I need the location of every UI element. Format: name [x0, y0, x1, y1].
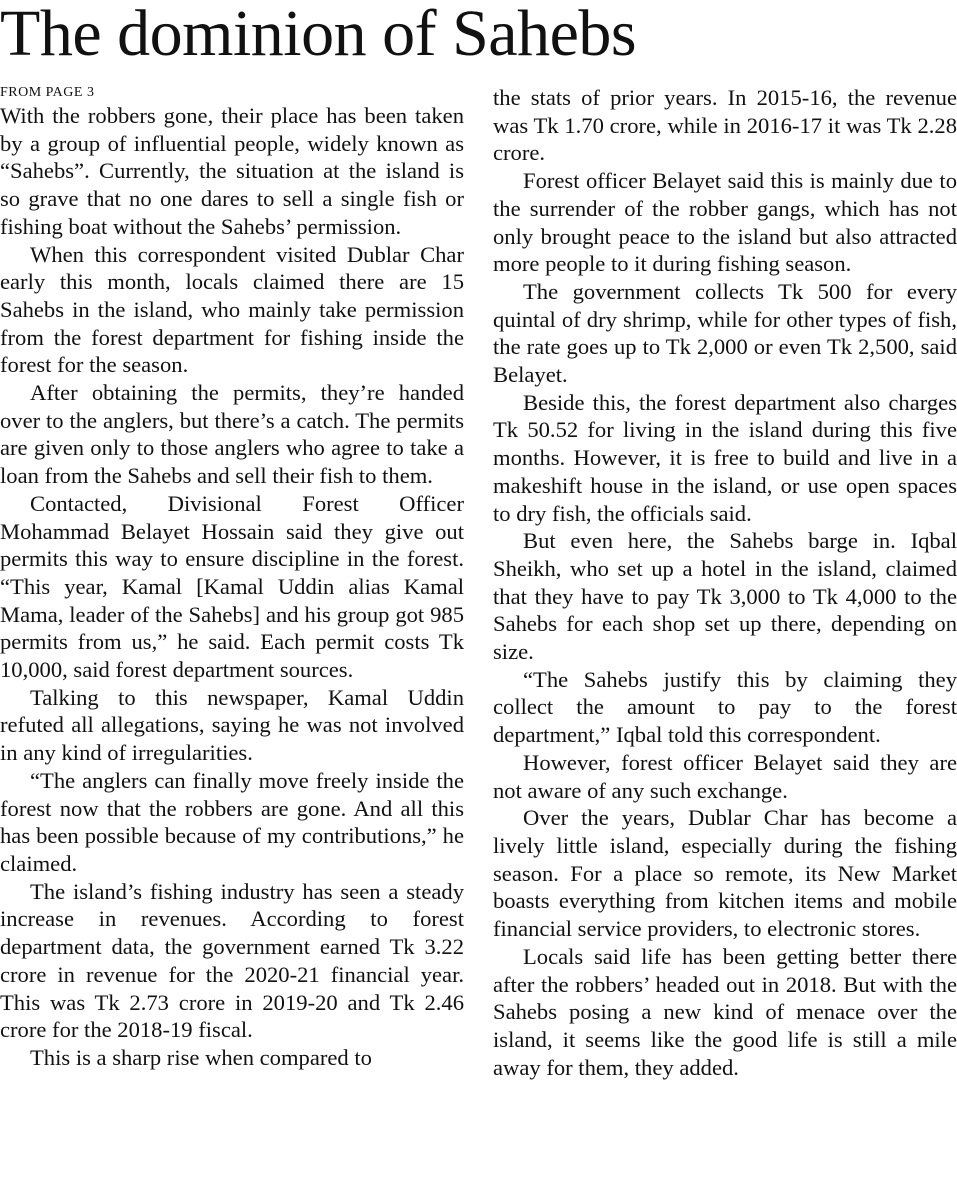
continuation-kicker: FROM PAGE 3: [0, 85, 95, 100]
paragraph: This is a sharp rise when compared to: [30, 1044, 372, 1070]
article-column-right: [493, 84, 957, 1081]
paragraph: Locals said life has been getting better there after the robbers’ headed out in 2018. But with the Sahebs posing a new kind of menace over the island, it seems like the good life is still a mile away for them, they added.: [493, 943, 957, 1080]
paragraph: Over the years, Dublar Char has become a lively little island, especially during the fishing season. For a place so remote, its New Market boasts everything from kitchen items and mobile financial service providers, to electronic stores.: [493, 805, 957, 942]
paragraph: Contacted, Divisional Forest Officer Mohammad Belayet Hossain said they give out permits this way to ensure discipline in the forest. “This year, Kamal [Kamal Uddin alias Kamal Mama, leader of the Sahebs] and his group got 985 permits from us,” he said. Each permit costs Tk 10,000, said forest department sources.: [0, 490, 464, 683]
paragraph: Beside this, the forest department also charges Tk 50.52 for living in the island during this five months. However, it is free to build and live in a makeshift house in the island, or use open spaces to dry fish, the officials said.: [493, 389, 957, 526]
paragraph: But even here, the Sahebs barge in. Iqbal Sheikh, who set up a hotel in the island, claimed that they have to pay Tk 3,000 to Tk 4,000 to the Sahebs for each shop set up there, depending on size.: [493, 528, 957, 665]
paragraph: The government collects Tk 500 for every quintal of dry shrimp, while for other types of fish, the rate goes up to Tk 2,000 or even Tk 2,500, said Belayet.: [493, 278, 957, 388]
paragraph: “The Sahebs justify this by claiming they collect the amount to pay to the forest department,” Iqbal told this correspondent.: [493, 666, 957, 748]
paragraph: However, forest officer Belayet said they are not aware of any such exchange.: [493, 749, 957, 803]
paragraph: Forest officer Belayet said this is mainly due to the surrender of the robber gangs, which has not only brought peace to the island but also attracted more people to it during fishing season.: [493, 168, 957, 277]
paragraph: With the robbers gone, their place has been taken by a group of influential people, widely known as “Sahebs”. Currently, the situation at the island is so grave that no one dares to sell a single fish or fishing boat without the Sahebs’ permission.: [0, 103, 464, 239]
paragraph: the stats of prior years. In 2015-16, the revenue was Tk 1.70 crore, while in 2016-17 it was Tk 2.28 crore.: [493, 85, 957, 166]
paragraph: After obtaining the permits, they’re handed over to the anglers, but there’s a catch. The permits are given only to those anglers who agree to take a loan from the Sahebs and sell their fish to them.: [0, 380, 464, 489]
paragraph: When this correspondent visited Dublar Char early this month, locals claimed there are 15 Sahebs in the island, who mainly take permission from the forest department for fishing inside the forest for the season.: [0, 241, 464, 378]
paragraph: The island’s fishing industry has seen a steady increase in revenues. According to forest department data, the government earned Tk 3.22 crore in revenue for the 2020-21 financial year. This was Tk 2.73 crore in 2019-20 and Tk 2.46 crore for the 2018-19 fiscal.: [0, 878, 464, 1043]
paragraph: Talking to this newspaper, Kamal Uddin refuted all allegations, saying he was not involved in any kind of irregularities.: [0, 684, 464, 766]
paragraph: “The anglers can finally move freely inside the forest now that the robbers are gone. And all this has been possible because of my contributions,” he claimed.: [0, 767, 464, 876]
article-headline: The dominion of Sahebs: [0, 0, 637, 70]
article-column-left: [0, 84, 464, 1072]
